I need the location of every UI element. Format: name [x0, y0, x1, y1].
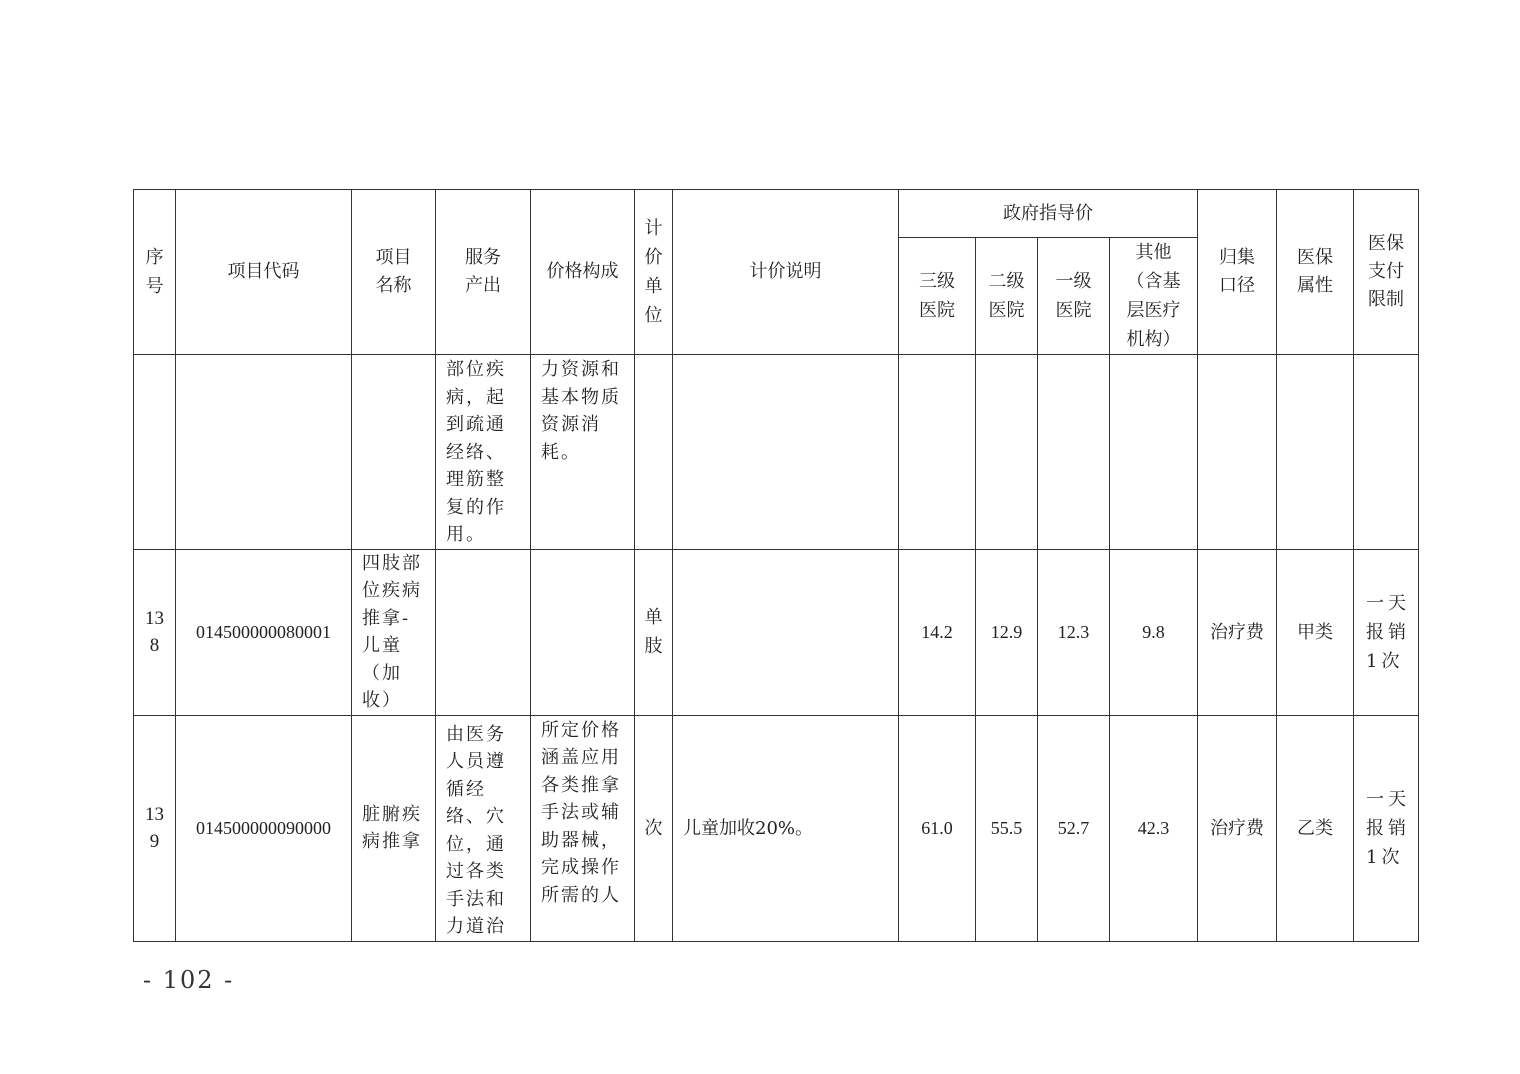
cell-level2 — [976, 355, 1038, 550]
cell-seq: 139 — [134, 715, 176, 941]
cell-composition: 所定价格涵盖应用各类推拿手法或辅助器械，完成操作所需的人 — [531, 715, 635, 941]
header-level1: 一级医院 — [1038, 238, 1110, 355]
cell-code — [176, 355, 352, 550]
table-row — [134, 355, 1419, 550]
cell-unit: 次 — [635, 715, 673, 941]
header-limit: 医保支付限制 — [1354, 190, 1419, 355]
cell-level3: 61.0 — [899, 715, 976, 941]
header-note: 计价说明 — [673, 190, 899, 355]
header-code: 项目代码 — [176, 190, 352, 355]
cell-unit: 单肢 — [635, 549, 673, 715]
cell-category: 治疗费 — [1198, 715, 1277, 941]
cell-insurance: 乙类 — [1277, 715, 1354, 941]
cell-name: 四肢部位疾病推拿-儿童（加收） — [352, 549, 436, 715]
cell-note — [673, 355, 899, 550]
cell-code: 014500000080001 — [176, 549, 352, 715]
header-other: 其他（含基层医疗机构） — [1110, 238, 1198, 355]
header-output: 服务产出 — [436, 190, 531, 355]
cell-seq — [134, 355, 176, 550]
table-row — [134, 715, 1419, 941]
cell-other: 42.3 — [1110, 715, 1198, 941]
cell-composition: 力资源和基本物质资源消耗。 — [531, 355, 635, 550]
header-composition: 价格构成 — [531, 190, 635, 355]
cell-name: 脏腑疾病推拿 — [352, 715, 436, 941]
header-category: 归集口径 — [1198, 190, 1277, 355]
cell-limit: 一天报销1次 — [1354, 549, 1419, 715]
cell-unit — [635, 355, 673, 550]
cell-output: 由医务人员遵循经络、穴位，通过各类手法和力道治 — [436, 715, 531, 941]
cell-level1 — [1038, 355, 1110, 550]
cell-level1: 12.3 — [1038, 549, 1110, 715]
cell-composition — [531, 549, 635, 715]
price-table — [133, 189, 1419, 942]
header-level3: 三级医院 — [899, 238, 976, 355]
header-gov-price: 政府指导价 — [899, 190, 1198, 238]
cell-level2: 12.9 — [976, 549, 1038, 715]
cell-output — [436, 549, 531, 715]
cell-output: 部位疾病，起到疏通经络、理筋整复的作用。 — [436, 355, 531, 550]
cell-level2: 55.5 — [976, 715, 1038, 941]
cell-level3: 14.2 — [899, 549, 976, 715]
table-row — [134, 549, 1419, 715]
cell-category — [1198, 355, 1277, 550]
cell-code: 014500000090000 — [176, 715, 352, 941]
cell-level3 — [899, 355, 976, 550]
header-name: 项目名称 — [352, 190, 436, 355]
cell-other: 9.8 — [1110, 549, 1198, 715]
cell-insurance: 甲类 — [1277, 549, 1354, 715]
cell-category: 治疗费 — [1198, 549, 1277, 715]
cell-other — [1110, 355, 1198, 550]
page-number: - 102 - — [143, 966, 235, 994]
cell-seq: 138 — [134, 549, 176, 715]
cell-level1: 52.7 — [1038, 715, 1110, 941]
header-insurance: 医保属性 — [1277, 190, 1354, 355]
header-level2: 二级医院 — [976, 238, 1038, 355]
cell-limit — [1354, 355, 1419, 550]
cell-limit: 一天报销1次 — [1354, 715, 1419, 941]
cell-note — [673, 549, 899, 715]
cell-note: 儿童加收20%。 — [673, 715, 899, 941]
header-unit: 计价单位 — [635, 190, 673, 355]
cell-name — [352, 355, 436, 550]
cell-insurance — [1277, 355, 1354, 550]
header-seq: 序号 — [134, 190, 176, 355]
